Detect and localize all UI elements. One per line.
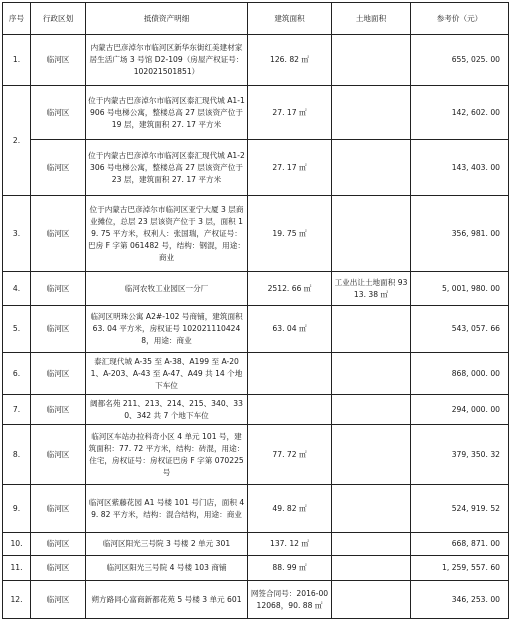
row-building-area: 27. 17 ㎡ bbox=[248, 140, 332, 196]
row-price: 294, 000. 00 bbox=[411, 395, 509, 425]
row-district: 临河区 bbox=[31, 196, 86, 272]
row-land-area bbox=[332, 35, 411, 86]
header-price: 参考价（元） bbox=[411, 3, 509, 35]
row-land-area bbox=[332, 533, 411, 556]
table-row bbox=[3, 395, 509, 425]
row-asset: 位于内蒙古巴彦淖尔市临河区泰汇现代城 A1-2306 号电梯公寓，整楼总高 27 层该资产位于 23 层，建筑面积 27. 17 平方米 bbox=[86, 140, 248, 196]
row-no: 8. bbox=[3, 425, 31, 485]
table-row bbox=[3, 35, 509, 86]
table-row bbox=[3, 425, 509, 485]
row-no: 3. bbox=[3, 196, 31, 272]
row-building-area: 49. 82 ㎡ bbox=[248, 485, 332, 533]
row-land-area bbox=[332, 485, 411, 533]
row-asset: 朔方路同心富商新都花苑 5 号楼 3 单元 601 bbox=[86, 581, 248, 619]
asset-table bbox=[2, 2, 509, 619]
row-district: 临河区 bbox=[31, 86, 86, 140]
row-asset: 临河农牧工业园区一分厂 bbox=[86, 272, 248, 306]
table-row bbox=[3, 485, 509, 533]
row-asset: 临河区紫藤花园 A1 号楼 101 号门店，面积 49. 82 平方米，结构：混合结构，用途：商业 bbox=[86, 485, 248, 533]
row-price: 655, 025. 00 bbox=[411, 35, 509, 86]
row-no: 1. bbox=[3, 35, 31, 86]
row-no: 4. bbox=[3, 272, 31, 306]
row-land-area bbox=[332, 196, 411, 272]
row-district: 临河区 bbox=[31, 533, 86, 556]
row-price: 524, 919. 52 bbox=[411, 485, 509, 533]
row-no: 10. bbox=[3, 533, 31, 556]
row-district: 临河区 bbox=[31, 395, 86, 425]
row-price: 356, 981. 00 bbox=[411, 196, 509, 272]
row-district: 临河区 bbox=[31, 35, 86, 86]
row-district: 临河区 bbox=[31, 306, 86, 353]
row-building-area: 126. 82 ㎡ bbox=[248, 35, 332, 86]
row-district: 临河区 bbox=[31, 353, 86, 395]
table-row bbox=[3, 556, 509, 581]
row-asset: 临河区阳光三号院 4 号楼 103 商铺 bbox=[86, 556, 248, 581]
table-row bbox=[3, 353, 509, 395]
header-no: 序号 bbox=[3, 3, 31, 35]
row-building-area bbox=[248, 395, 332, 425]
row-asset: 位于内蒙古巴彦淖尔市临河区亚宁大厦 3 层商业摊位，总层 23 层该资产位于 3 层，面积 19. 75 平方米，权利人：张国瑞，产权证号：巴房 F 字第 061482 号，结构：钢混，用途：商业 bbox=[86, 196, 248, 272]
row-district: 临河区 bbox=[31, 581, 86, 619]
row-district: 临河区 bbox=[31, 556, 86, 581]
row-land-area bbox=[332, 581, 411, 619]
row-no: 7. bbox=[3, 395, 31, 425]
row-land-area bbox=[332, 140, 411, 196]
row-no: 5. bbox=[3, 306, 31, 353]
table-row bbox=[3, 140, 509, 196]
header-asset: 抵债资产明细 bbox=[86, 3, 248, 35]
row-price: 346, 253. 00 bbox=[411, 581, 509, 619]
row-building-area: 27. 17 ㎡ bbox=[248, 86, 332, 140]
row-asset: 临河区明珠公寓 A2#-102 号商铺，建筑面积 63. 04 平方米，房权证号 1020211104248，用途：商业 bbox=[86, 306, 248, 353]
row-price: 543, 057. 66 bbox=[411, 306, 509, 353]
row-price: 142, 602. 00 bbox=[411, 86, 509, 140]
row-no: 11. bbox=[3, 556, 31, 581]
row-price: 868, 000. 00 bbox=[411, 353, 509, 395]
row-building-area: 63. 04 ㎡ bbox=[248, 306, 332, 353]
row-no: 6. bbox=[3, 353, 31, 395]
row-land-area bbox=[332, 86, 411, 140]
header-district: 行政区划 bbox=[31, 3, 86, 35]
row-building-area: 137. 12 ㎡ bbox=[248, 533, 332, 556]
row-asset: 位于内蒙古巴彦淖尔市临河区泰汇现代城 A1-1906 号电梯公寓，整楼总高 27 层该资产位于 19 层，建筑面积 27. 17 平方米 bbox=[86, 86, 248, 140]
row-district: 临河区 bbox=[31, 425, 86, 485]
header-land-area: 土地面积 bbox=[332, 3, 411, 35]
table-row bbox=[3, 306, 509, 353]
row-building-area: 网签合同号：2016-0012068，90. 88 ㎡ bbox=[248, 581, 332, 619]
table-row bbox=[3, 272, 509, 306]
row-building-area: 2512. 66 ㎡ bbox=[248, 272, 332, 306]
row-land-area bbox=[332, 353, 411, 395]
row-district: 临河区 bbox=[31, 272, 86, 306]
table-row bbox=[3, 533, 509, 556]
row-asset: 内蒙古巴彦淖尔市临河区新华东街红美建材家居生活广场 3 号馆 D2-109（房屋产权证号：102021501851） bbox=[86, 35, 248, 86]
row-land-area bbox=[332, 556, 411, 581]
row-no: 12. bbox=[3, 581, 31, 619]
row-price: 143, 403. 00 bbox=[411, 140, 509, 196]
asset-table-container bbox=[2, 2, 509, 619]
row-building-area: 19. 75 ㎡ bbox=[248, 196, 332, 272]
row-asset: 泰汇现代城 A-35 至 A-38、A199 至 A-201、A-203、A-43 至 A-47、A49 共 14 个地下车位 bbox=[86, 353, 248, 395]
row-district: 临河区 bbox=[31, 485, 86, 533]
row-building-area: 88. 99 ㎡ bbox=[248, 556, 332, 581]
row-price: 5, 001, 980. 00 bbox=[411, 272, 509, 306]
row-no: 9. bbox=[3, 485, 31, 533]
table-row bbox=[3, 86, 509, 140]
row-asset: 阔都名苑 211、213、214、215、340、330、342 共 7 个地下车位 bbox=[86, 395, 248, 425]
table-row bbox=[3, 581, 509, 619]
row-building-area bbox=[248, 353, 332, 395]
table-row bbox=[3, 196, 509, 272]
row-price: 379, 350. 32 bbox=[411, 425, 509, 485]
row-land-area bbox=[332, 306, 411, 353]
row-price: 668, 871. 00 bbox=[411, 533, 509, 556]
row-asset: 临河区阳光三号院 3 号楼 2 单元 301 bbox=[86, 533, 248, 556]
row-land-area: 工业出让土地面积 9313. 38 ㎡ bbox=[332, 272, 411, 306]
row-building-area: 77. 72 ㎡ bbox=[248, 425, 332, 485]
row-no: 2. bbox=[3, 86, 31, 196]
row-land-area bbox=[332, 395, 411, 425]
row-price: 1, 259, 557. 60 bbox=[411, 556, 509, 581]
header-building-area: 建筑面积 bbox=[248, 3, 332, 35]
row-asset: 临河区车站办拉科奇小区 4 单元 101 号，建筑面积：77. 72 平方米，结构：砖混，用途：住宅，房权证号：房权证巴房 F 字第 070225 号 bbox=[86, 425, 248, 485]
row-land-area bbox=[332, 425, 411, 485]
row-district: 临河区 bbox=[31, 140, 86, 196]
header-row bbox=[3, 3, 509, 35]
